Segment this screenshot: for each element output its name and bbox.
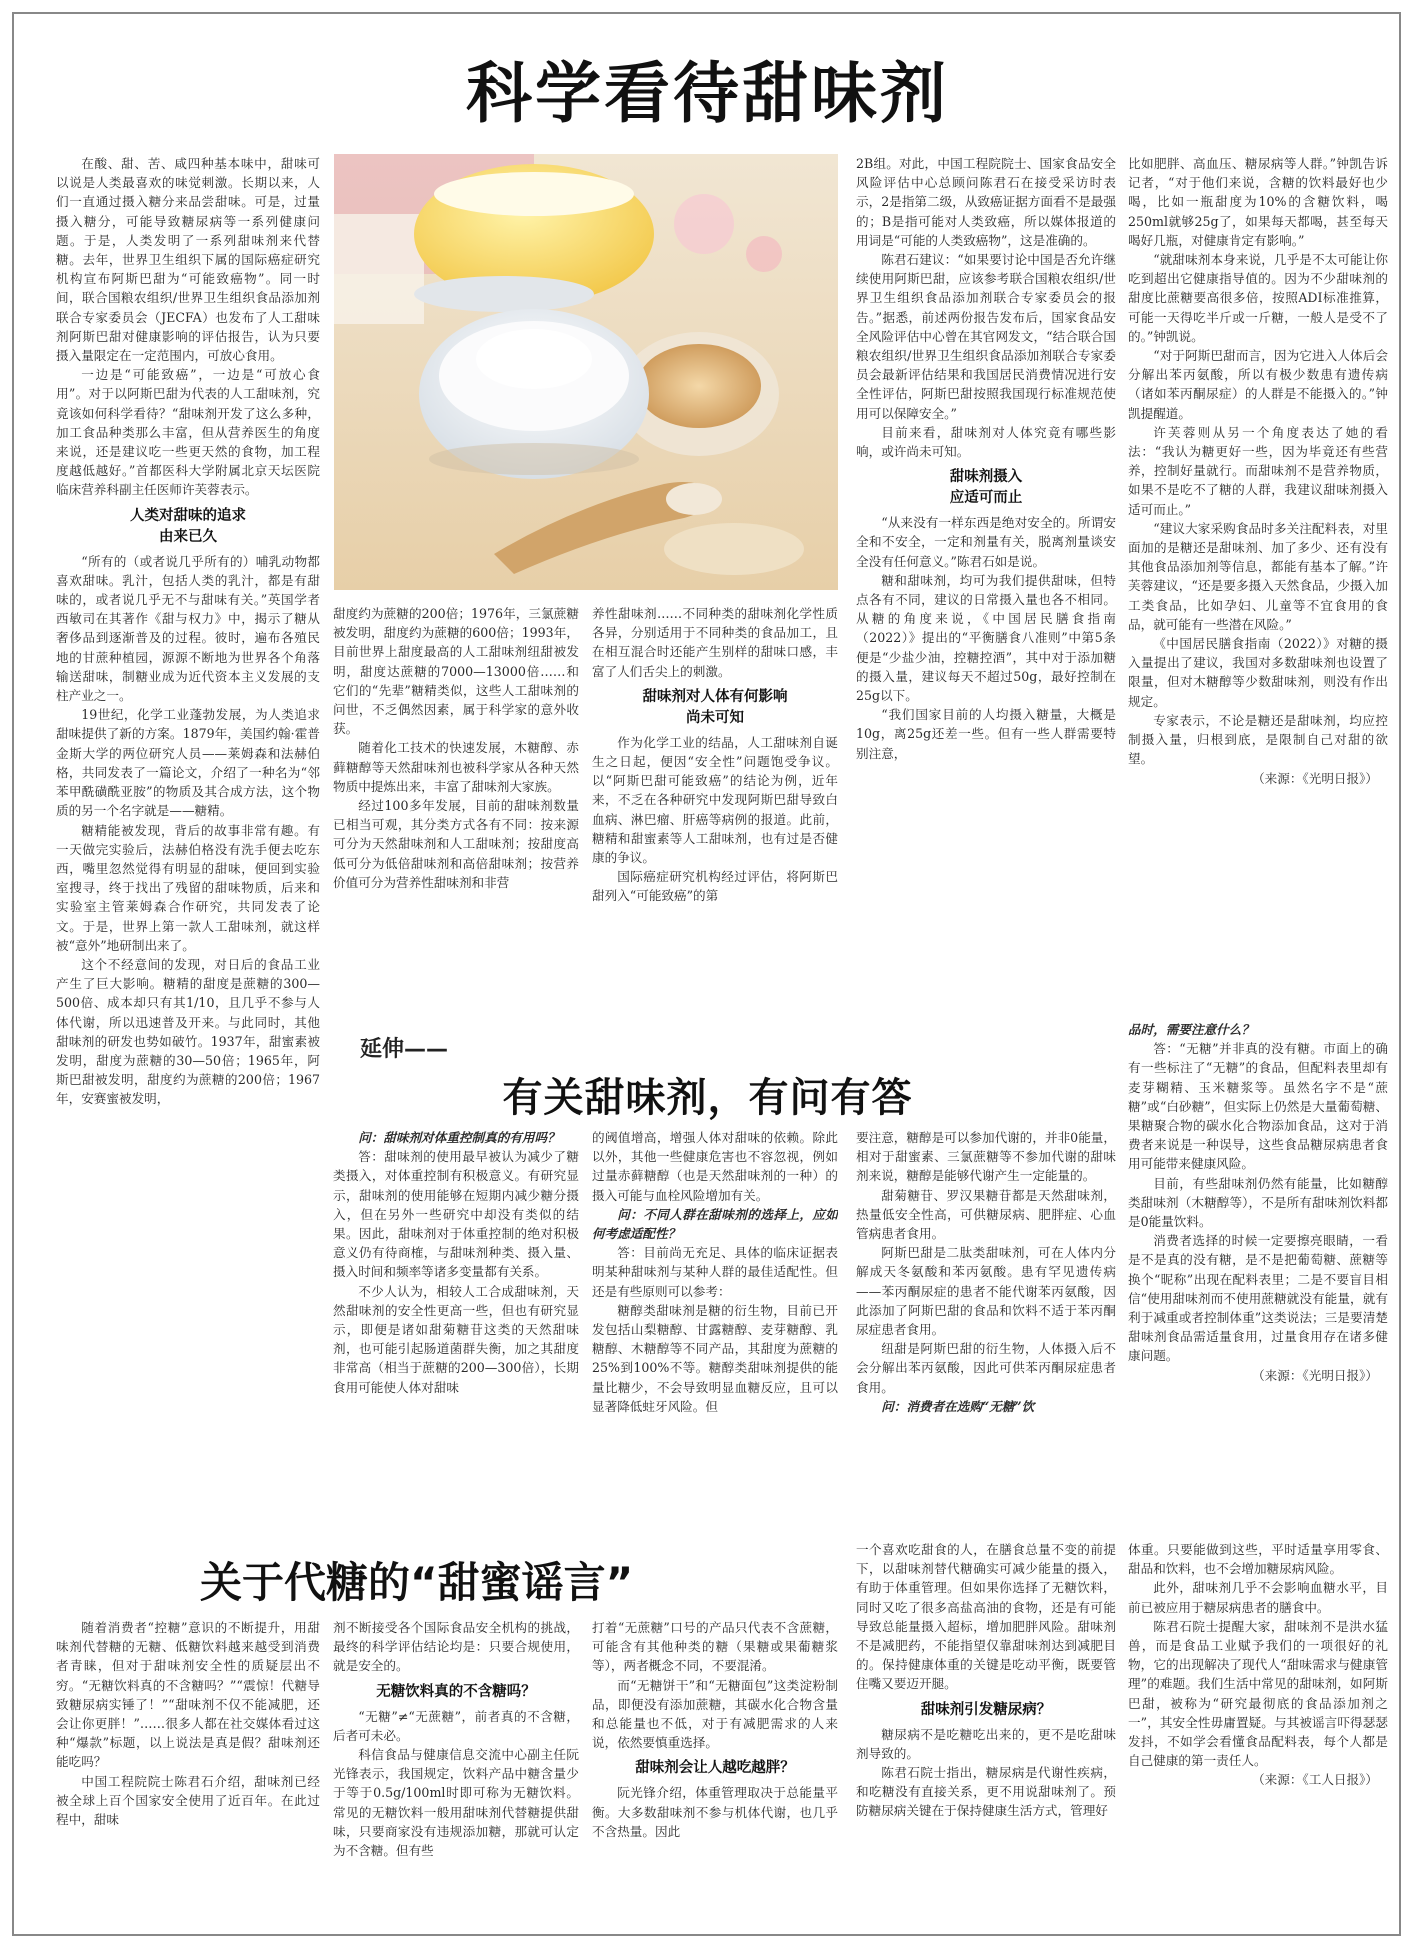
paragraph: 陈君石建议：“如果要讨论中国是否允许继续使用阿斯巴甜，应该参考联合国粮农组织/世界卫生组织食品添加剂联合专家委员会的报告。”据悉，前述两份报告发布后，国家食品安全风险评估中心曾在其官网发文，“结合联合国粮农组织/世界卫生组织食品添加剂联合专家委员会最新评估结果和我国居民消费情况进行安全性评估，阿斯巴甜按照我国现行标准规范使用可以保障安全。”: [856, 252, 1116, 421]
paragraph: 目前来看，甜味剂对人体究竟有哪些影响，或许尚未可知。: [856, 424, 1116, 460]
article2-col2: [592, 1128, 838, 1508]
paragraph: “对于阿斯巴甜而言，因为它进入人体后会分解出苯丙氨酸，所以有极少数患有遗传病（诸如苯丙酮尿症）的人群是不能摄入的。”钟凯提醒道。: [1128, 348, 1388, 421]
paragraph: 许芙蓉则从另一个角度表达了她的看法：“我认为糖更好一些，因为毕竟还有些营养，控制好量就行。而甜味剂不是营养物质，如果不是吃不了糖的人群，我建议甜味剂摄入适可而止。”: [1128, 424, 1388, 517]
section-heading: 甜味剂会让人越吃越胖？: [635, 1760, 795, 1777]
paragraph: 而“无糖饼干”和“无糖面包”这类淀粉制品，即便没有添加蔗糖，其碳水化合物含量和总能量也不低，对于有减肥需求的人来说，依然要慎重选择。: [592, 1677, 838, 1751]
paragraph: 专家表示，不论是糖还是甜味剂，均应控制摄入量，归根到底，是限制自己对甜的欲望。: [1128, 712, 1388, 767]
paragraph: 一边是“可能致癌”，一边是“可放心食用”。对于以阿斯巴甜为代表的人工甜味剂，究竟该如何科学看待？“甜味剂开发了这么多种，加工食品种类那么丰富，但从营养医生的角度来说，还是建议吃一些更天然的食物，加工程度越低越好。”首都医科大学附属北京天坛医院临床营养科副主任医师许芙蓉表示。: [56, 367, 320, 498]
paragraph: 此外，甜味剂几乎不会影响血糖水平，目前已被应用于糖尿病患者的膳食中。: [1128, 1580, 1388, 1615]
paragraph: “就甜味剂本身来说，几乎是不太可能让你吃到超出它健康指导值的。因为不少甜味剂的甜度比蔗糖要高很多倍，按照ADI标准推算，可能一天得吃半斤或一斤糖，一般人是受不了的。”钟凯说。: [1128, 252, 1388, 344]
paragraph: 作为化学工业的结晶，人工甜味剂自诞生之日起，便因“安全性”问题饱受争议。以“阿斯巴甜可能致癌”的结论为例，近年来，不乏在各种研究中发现阿斯巴甜导致白血病、淋巴瘤、肝癌等病例的报道。此前，糖精和甜蜜素等人工甜味剂，也有过是否健康的争议。: [592, 734, 838, 866]
paragraph: 陈君石院士提醒大家，甜味剂不是洪水猛兽，而是食品工业赋予我们的一项很好的礼物，它的出现解决了现代人“甜味需求与健康管理”的难题。我们生活中常见的甜味剂，如阿斯巴甜，被称为“研究最彻底的食品添加剂之一”，其安全性毋庸置疑。与其被谣言吓得瑟瑟发抖，不如学会看懂食品配料表，每个人都是自己健康的第一责任人。: [1128, 1618, 1388, 1769]
article3-col4: [856, 1540, 1116, 1918]
paragraph: 糖尿病不是吃糖吃出来的，更不是吃甜味剂导致的。: [856, 1726, 1116, 1761]
section-heading: 甜味剂引发糖尿病？: [920, 1701, 1052, 1718]
paragraph: 甜菊糖苷、罗汉果糖苷都是天然甜味剂，热量低安全性高，可供糖尿病、肥胖症、心血管病患者食用。: [856, 1187, 1116, 1242]
article2-col3: [856, 1128, 1116, 1508]
article2-kicker: 延伸——: [360, 1037, 449, 1062]
paragraph: 2B组。对此，中国工程院院士、国家食品安全风险评估中心总顾问陈君石在接受采访时表示，2是指第二级，从致癌证据方面看不是最强的；B是指可能对人类致癌，所以媒体报道的用词是“可能的人类致癌物”，这是准确的。: [856, 156, 1116, 248]
section-heading: 无糖饮料真的不含糖吗？: [376, 1683, 536, 1700]
article3-col3: [592, 1618, 838, 1918]
paragraph: 中国工程院院士陈君石介绍，甜味剂已经被全球上百个国家安全使用了近百年。在此过程中，甜味: [56, 1773, 320, 1828]
question-text: 品时，需要注意什么？: [1128, 1022, 1254, 1037]
paragraph: 糖和甜味剂，均可为我们提供甜味，但特点各有不同，建议的日常摄入量也各不相同。从糖的角度来说，《中国居民膳食指南（2022）》提出的“平衡膳食八准则”中第5条便是“少盐少油，控糖控酒”，其中对于添加糖的摄入量，建议每天不超过50g，最好控制在25g以下。: [856, 572, 1116, 704]
paragraph: “我们国家目前的人均摄入糖量，大概是10g，离25g还差一些。但有一些人群需要特别注意，: [856, 707, 1116, 761]
paragraph: 要注意，糖醇是可以参加代谢的，并非0能量，相对于甜蜜素、三氯蔗糖等不参加代谢的甜味剂来说，糖醇是能够代谢产生一定能量的。: [856, 1130, 1116, 1184]
article1-col2: [333, 604, 579, 1004]
paragraph: 随着化工技术的快速发展，木糖醇、赤藓糖醇等天然甜味剂也被科学家从各种天然物质中提炼出来，丰富了甜味剂大家族。: [333, 740, 579, 794]
question-text: 问：不同人群在甜味剂的选择上，应如何考虑适配性？: [592, 1206, 838, 1242]
sweetener-photo-illustration: [334, 154, 838, 590]
article1-col3: [592, 604, 838, 1004]
article3-col2: [333, 1618, 579, 1918]
paragraph: “无糖”≠“无蔗糖”，前者真的不含糖，后者可未必。: [333, 1708, 579, 1743]
paragraph: 答：甜味剂的使用最早被认为减少了糖类摄入，对体重控制有积极意义。有研究显示，甜味剂的使用能够在短期内减少糖分摄入，但在另外一些研究中却没有类似的结果。因此，甜味剂对于体重控制的绝对积极意义仍有待商榷，与甜味剂种类、摄入量、摄入时间和频率等诸多变量都有关系。: [333, 1149, 579, 1280]
section-heading: 甜味剂对人体有何影响 尚未可知: [642, 688, 788, 726]
paragraph: 消费者选择的时候一定要擦亮眼睛，一看是不是真的没有糖，是不是把葡萄糖、蔗糖等换个“昵称”出现在配料表里；二是不要盲目相信“使用甜味剂而不使用蔗糖就没有能量，就有利于减重或者控制体重”这类说法；三是要清楚甜味剂食品需适量食用，过量食用存在诸多健康问题。: [1128, 1233, 1388, 1364]
source-credit: （来源：《光明日报》）: [1252, 1367, 1378, 1383]
article3-col1: [56, 1618, 320, 1918]
paragraph: 体重。只要能做到这些，平时适量享用零食、甜品和饮料，也不会增加糖尿病风险。: [1128, 1542, 1388, 1577]
paragraph: 《中国居民膳食指南（2022）》对糖的摄入量提出了建议，我国对多数甜味剂也设置了限量，但对木糖醇等少数甜味剂，则没有作出规定。: [1128, 636, 1388, 709]
paragraph: 在酸、甜、苦、咸四种基本味中，甜味可以说是人类最喜欢的味觉刺激。长期以来，人们一直通过摄入糖分来品尝甜味。可是，过量摄入糖分，可能导致糖尿病等一系列健康问题。于是，人类发明了一系列甜味剂来代替糖。去年，世界卫生组织下属的国际癌症研究机构宣布阿斯巴甜为“可能致癌物”。同一时间，联合国粮农组织/世界卫生组织食品添加剂联合专家委员会（JECFA）也发布了人工甜味剂阿斯巴甜对健康影响的评估报告，认为只要摄入量限定在一定范围内，可放心食用。: [56, 156, 320, 364]
paragraph: 的阈值增高，增强人体对甜味的依赖。除此以外，其他一些健康危害也不容忽视，例如过量赤藓糖醇（也是天然甜味剂的一种）的摄入可能与血栓风险增加有关。: [592, 1130, 838, 1203]
article2-col4: [1128, 1020, 1388, 1508]
paragraph: 阿斯巴甜是二肽类甜味剂，可在人体内分解成天冬氨酸和苯丙氨酸。患有罕见遗传病——苯丙酮尿症的患者不能代谢苯丙氨酸，因此添加了阿斯巴甜的食品和饮料不适于苯丙酮尿症患者食用。: [856, 1245, 1116, 1338]
paragraph: 科信食品与健康信息交流中心副主任阮光锋表示，我国规定，饮料产品中糖含量少于等于0.5g/100ml时即可称为无糖饮料。常见的无糖饮料一般用甜味剂代替糖提供甜味，只要商家没有违规添加糖，那就可认定为不含糖。但有些: [333, 1747, 579, 1859]
article2-col1: [333, 1128, 579, 1508]
sweetener-photo: [334, 154, 838, 590]
article1-col4: [856, 154, 1116, 1004]
paragraph: 打着“无蔗糖”口号的产品只代表不含蔗糖，可能含有其他种类的糖（果糖或果葡糖浆等），两者概念不同，不要混淆。: [592, 1620, 838, 1674]
paragraph: 目前，有些甜味剂仍然有能量，比如糖醇类甜味剂（木糖醇等），不是所有甜味剂饮料都是0能量饮料。: [1128, 1175, 1388, 1230]
paragraph: “建议大家采购食品时多关注配料表，对里面加的是糖还是甜味剂、加了多少、还有没有其他食品添加剂等信息，都能有基本了解。”许芙蓉建议，“还是要多摄入天然食品，少摄入加工类食品，比如孕妇、儿童等不宜食用的食品，就可能有一些潜在风险。”: [1128, 520, 1388, 632]
paragraph: 陈君石院士指出，糖尿病是代谢性疾病，和吃糖没有直接关系，更不用说甜味剂了。预防糖尿病关键在于保持健康生活方式，管理好: [856, 1765, 1116, 1819]
paragraph: 国际癌症研究机构经过评估，将阿斯巴甜列入“可能致癌”的第: [592, 869, 838, 904]
question-text: 问：消费者在选购“无糖”饮: [881, 1398, 1035, 1414]
section-heading: 甜味剂摄入 应适可而止: [949, 469, 1023, 507]
paragraph: 不少人认为，相较人工合成甜味剂，天然甜味剂的安全性更高一些，但也有研究显示，即便是诸如甜菊糖苷这类的天然甜味剂，也可能引起肠道菌群失衡，加之其甜度非常高（相当于蔗糖的200—300倍），长期食用可能使人体对甜味: [333, 1283, 579, 1395]
paragraph: 比如肥胖、高血压、糖尿病等人群。”钟凯告诉记者，“对于他们来说，含糖的饮料最好也少喝，比如一瓶甜度为10%的含糖饮料，喝250ml就够25g了，如果每天都喝，甚至每天喝好几瓶，对健康肯定有影响。”: [1128, 156, 1388, 248]
article1-title: 科学看待甜味剂: [466, 55, 949, 132]
paragraph: 一个喜欢吃甜食的人，在膳食总量不变的前提下，以甜味剂替代糖确实可减少能量的摄入，有助于体重管理。但如果你选择了无糖饮料，同时又吃了很多高盐高油的食物，还是有可能导致总能量摄入超标，增加肥胖风险。甜味剂不是减肥药，不能指望仅靠甜味剂达到减肥目的。保持健康体重的关键是吃动平衡，既要管住嘴又要迈开腿。: [856, 1542, 1116, 1692]
article2-title: 有关甜味剂，有问有答: [502, 1074, 913, 1121]
paragraph: 答：目前尚无充足、具体的临床证据表明某种甜味剂与某种人群的最佳适配性。但还是有些原则可以参考：: [592, 1245, 838, 1299]
section-heading: 人类对甜味的追求 由来已久: [130, 507, 246, 545]
paragraph: “从来没有一样东西是绝对安全的。所谓安全和不安全，一定和剂量有关，脱离剂量谈安全没有任何意义。”陈君石如是说。: [856, 515, 1116, 569]
paragraph: 糖醇类甜味剂是糖的衍生物，目前已开发包括山梨糖醇、甘露糖醇、麦芽糖醇、乳糖醇、木糖醇等不同产品，其甜度为蔗糖的25%到100%不等。糖醇类甜味剂提供的能量比糖少，不会导致明显血糖反应，且可以显著降低蛀牙风险。但: [592, 1302, 838, 1414]
paragraph: 甜度约为蔗糖的200倍；1976年，三氯蔗糖被发明，甜度约为蔗糖的600倍；1993年，目前世界上甜度最高的人工甜味剂纽甜被发明，甜度达蔗糖的7000—13000倍……和它们的“先辈”糖精类似，这些人工甜味剂的问世，不乏偶然因素，属于科学家的意外收获。: [333, 606, 579, 737]
article1-col1: [56, 154, 320, 1400]
paragraph: 19世纪，化学工业蓬勃发展，为人类追求甜味提供了新的方案。1879年，美国约翰·霍普金斯大学的两位研究人员——莱姆森和法赫伯格，共同发表了一篇论文，介绍了一种名为“邻苯甲酰磺酰亚胺”的物质及其合成方法，这个物质的另一个名字就是——糖精。: [56, 707, 320, 819]
paragraph: 纽甜是阿斯巴甜的衍生物，人体摄入后不会分解出苯丙氨酸，因此可供苯丙酮尿症患者食用。: [856, 1341, 1116, 1395]
article3-col5: [1128, 1540, 1388, 1918]
paragraph: 养性甜味剂……不同种类的甜味剂化学性质各异，分别适用于不同种类的食品加工，且在相互混合时还能产生别样的甜味口感，丰富了人们舌尖上的刺激。: [592, 606, 838, 679]
paragraph: 这个不经意间的发现，对日后的食品工业产生了巨大影响。糖精的甜度是蔗糖的300—500倍、成本却只有其1/10，且几乎不参与人体代谢，所以迅速普及开来。与此同时，其他甜味剂的研发也势如破竹。1937年，甜蜜素被发明，甜度为蔗糖的30—50倍；1965年，阿斯巴甜被发明，甜度约为蔗糖的200倍；1967年，安赛蜜被发明，: [56, 956, 320, 1107]
paragraph: 随着消费者“控糖”意识的不断提升，用甜味剂代替糖的无糖、低糖饮料越来越受到消费者青睐，但对于甜味剂安全性的质疑层出不穷。“无糖饮料真的不含糖吗？”“震惊！代糖导致糖尿病实锤了！”“甜味剂不仅不能减肥，还会让你更胖！”……很多人都在社交媒体看过这种“爆款”标题，以上说法是真是假？甜味剂还能吃吗？: [56, 1620, 320, 1770]
paragraph: 经过100多年发展，目前的甜味剂数量已相当可观，其分类方式各有不同：按来源可分为天然甜味剂和人工甜味剂；按甜度高低可分为低倍甜味剂和高倍甜味剂；按营养价值可分为营养性甜味剂和非营: [333, 798, 579, 890]
paragraph: 答：“无糖”并非真的没有糖。市面上的确有一些标注了“无糖”的食品，但配料表里却有麦芽糊精、玉米糖浆等。虽然名字不是“蔗糖”或“白砂糖”，但实际上仍然是大量葡萄糖、果糖聚合物的碳水化合物添加食品，这对于消费者来说是一种误导，这些食品糖尿病患者食用可能带来健康风险。: [1128, 1041, 1388, 1172]
article1-col5: [1128, 154, 1388, 1004]
paragraph: 糖精能被发现，背后的故事非常有趣。有一天做完实验后，法赫伯格没有洗手便去吃东西，嘴里忽然觉得有明显的甜味，便回到实验室搜寻，终于找出了残留的甜味物质，后来和实验室主管莱姆森合作研究，共同发表了论文。于是，世界上第一款人工甜味剂，就这样被“意外”地研制出来了。: [56, 822, 320, 953]
paragraph: “所有的（或者说几乎所有的）哺乳动物都喜欢甜味。乳汁，包括人类的乳汁，都是有甜味的，或者说几乎无不与甜味有关。”英国学者西敏司在其著作《甜与权力》中，揭示了糖从奢侈品到逐渐普及的过程。彼时，遍布各殖民地的甘蔗种植园，源源不断地为世界各个角落输送甜味，制糖业成为近代资本主义发展的支柱产业之一。: [56, 553, 320, 704]
question-text: 问：甜味剂对体重控制真的有用吗？: [358, 1130, 560, 1145]
paragraph: 阮光锋介绍，体重管理取决于总能量平衡。大多数甜味剂不参与机体代谢，也几乎不含热量。因此: [592, 1785, 838, 1839]
source-credit: （来源：《光明日报》）: [1252, 770, 1378, 786]
source-credit: （来源：《工人日报》）: [1252, 1772, 1378, 1788]
article3-title: 关于代糖的“甜蜜谣言”: [200, 1558, 634, 1607]
paragraph: 剂不断接受各个国际食品安全机构的挑战，最终的科学评估结论均是：只要合规使用，就是安全的。: [333, 1620, 579, 1674]
